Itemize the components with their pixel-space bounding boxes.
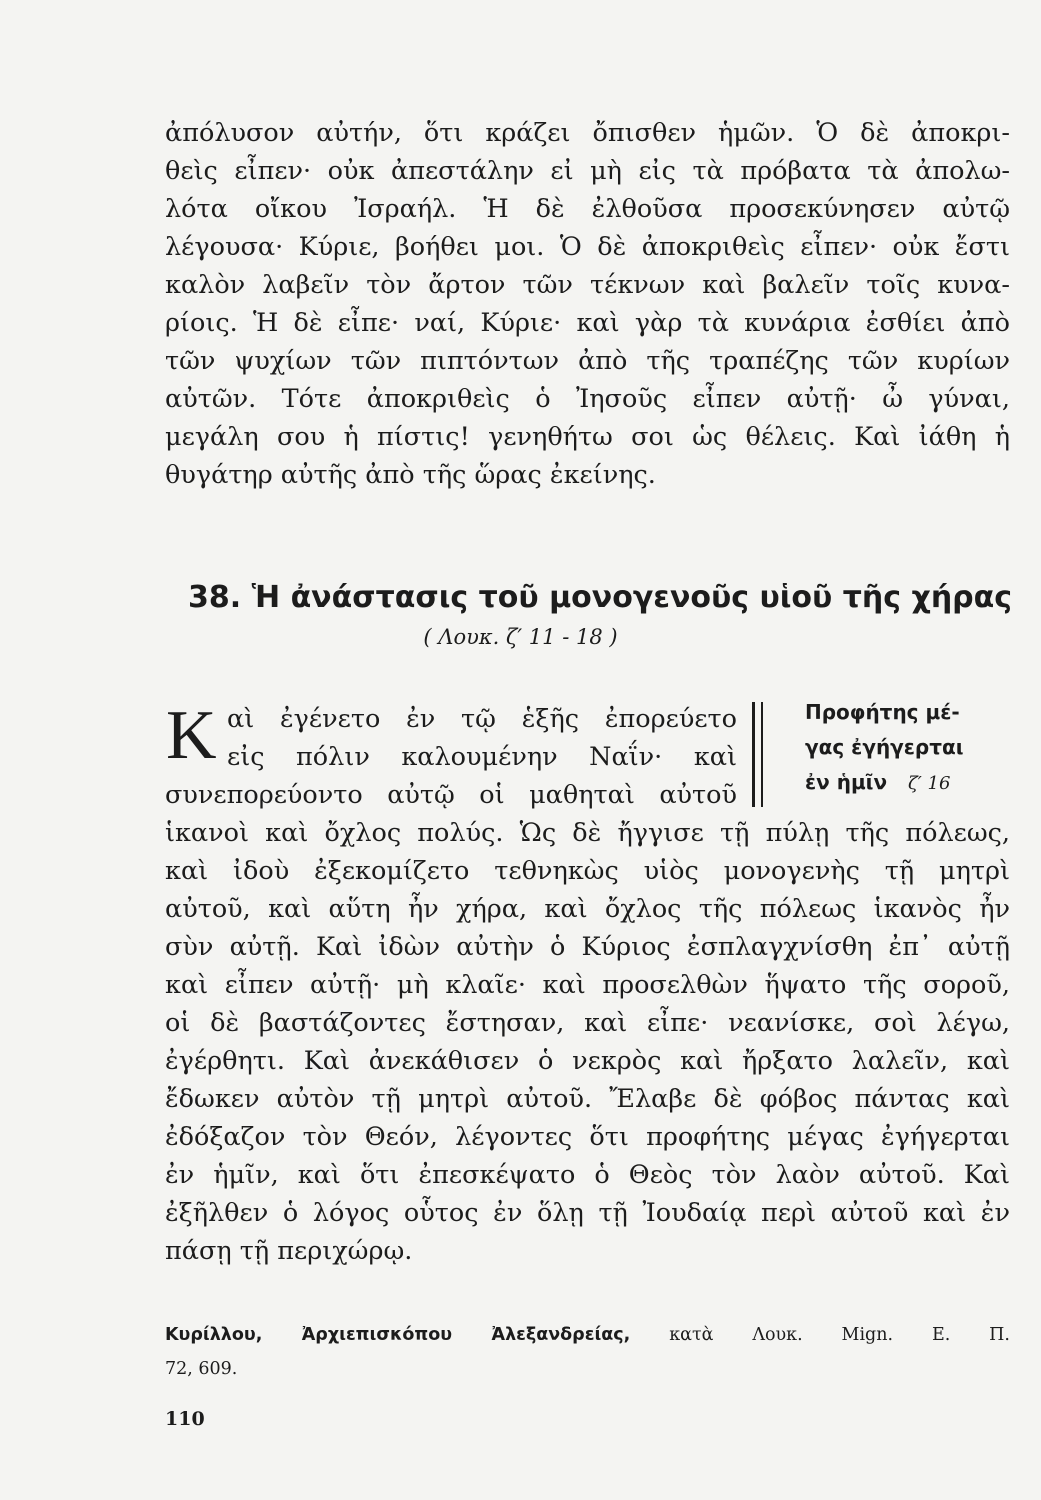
text-line: καὶ εἶπεν αὐτῇ· μὴ κλαῖε· καὶ προσελθὼν ἥψατο τῆς σοροῦ, — [165, 970, 1010, 1000]
text-line: ἐν ἡμῖν, καὶ ὅτι ἐπεσκέψατο ὁ Θεὸς τὸν λαὸν αὐτοῦ. Καὶ — [165, 1160, 1010, 1190]
source-reference: κατὰ Λουκ. Mign. Ε. Π. — [669, 1325, 1010, 1345]
source-citation — [165, 1318, 1010, 1352]
text-line: καὶ ἰδοὺ ἐξεκομίζετο τεθνηκὼς υἱὸς μονογενὴς τῇ μητρὶ — [165, 856, 1010, 886]
sidenote-rule — [752, 702, 755, 807]
source-author: Κυρίλλου, Ἀρχιεπισκόπου Ἀλεξανδρείας, — [165, 1325, 631, 1345]
text-line: ἐδόξαζον τὸν Θεόν, λέγοντες ὅτι προφήτης μέγας ἐγήγερται — [165, 1122, 1010, 1152]
section-heading: 38. Ἡ ἀνάστασις τοῦ μονογενοῦς υἱοῦ τῆς χήρας — [188, 580, 1013, 615]
text-line: ἐξῆλθεν ὁ λόγος οὗτος ἐν ὅλῃ τῇ Ἰουδαίᾳ περὶ αὐτοῦ καὶ ἐν — [165, 1198, 1010, 1228]
text-line: αὶ ἐγένετο ἐν τῷ ἑξῆς ἐπορεύετο — [227, 704, 737, 734]
text-line: ἐγέρθητι. Καὶ ἀνεκάθισεν ὁ νεκρὸς καὶ ἤρξατο λαλεῖν, καὶ — [165, 1046, 1010, 1076]
text-line: θυγάτηρ αὐτῆς ἀπὸ τῆς ὥρας ἐκείνης. — [165, 460, 656, 490]
text-line: σὺν αὐτῇ. Καὶ ἰδὼν αὐτὴν ὁ Κύριος ἐσπλαγχνίσθη ἐπ᾽ αὐτῇ — [165, 932, 1010, 962]
text-line: συνεπορεύοντο αὐτῷ οἱ μαθηταὶ αὐτοῦ — [165, 780, 737, 810]
text-line: οἱ δὲ βαστάζοντες ἔστησαν, καὶ εἶπε· νεανίσκε, σοὶ λέγω, — [165, 1008, 1010, 1038]
sidenote-line — [805, 765, 1015, 801]
sidenote-line: Προφήτης μέ- — [805, 700, 960, 724]
text-line: τῶν ψυχίων τῶν πιπτόντων ἀπὸ τῆς τραπέζης τῶν κυρίων — [165, 346, 1010, 376]
source-citation-line2: 72, 609. — [165, 1359, 238, 1379]
section-reference: ( Λουκ. ζ′ 11 - 18 ) — [423, 625, 618, 649]
text-line: λότα οἴκου Ἰσραήλ. Ἡ δὲ ἐλθοῦσα προσεκύνησεν αὐτῷ — [165, 194, 1010, 224]
text-line: αὐτῶν. Τότε ἀποκριθεὶς ὁ Ἰησοῦς εἶπεν αὐτῇ· ὦ γύναι, — [165, 384, 1010, 414]
sidenote-ref: ζ′ 16 — [907, 773, 951, 794]
text-line: μεγάλη σου ἡ πίστις! γενηθήτω σοι ὡς θέλεις. Καὶ ἰάθη ἡ — [165, 422, 1010, 452]
page-number: 110 — [165, 1408, 205, 1430]
text-line: ρίοις. Ἡ δὲ εἶπε· ναί, Κύριε· καὶ γὰρ τὰ κυνάρια ἐσθίει ἀπὸ — [165, 308, 1010, 338]
sidenote-line: γας ἐγήγερται — [805, 735, 964, 759]
text-line: πάσῃ τῇ περιχώρῳ. — [165, 1236, 413, 1266]
text-line: ἀπόλυσον αὐτήν, ὅτι κράζει ὄπισθεν ἡμῶν. Ὁ δὲ ἀποκρι- — [165, 118, 1010, 148]
text-line: λέγουσα· Κύριε, βοήθει μοι. Ὁ δὲ ἀποκριθεὶς εἶπεν· οὐκ ἔστι — [165, 232, 1010, 262]
text-line: θεὶς εἶπεν· οὐκ ἀπεστάλην εἰ μὴ εἰς τὰ πρόβατα τὰ ἀπολω- — [165, 156, 1010, 186]
text-line: ἱκανοὶ καὶ ὄχλος πολύς. Ὡς δὲ ἤγγισε τῇ πύλῃ τῆς πόλεως, — [165, 818, 1010, 848]
text-line: καλὸν λαβεῖν τὸν ἄρτον τῶν τέκνων καὶ βαλεῖν τοῖς κυνα- — [165, 270, 1010, 300]
sidenote-rule — [761, 702, 763, 807]
drop-cap: Κ — [166, 697, 217, 774]
text-line: αὐτοῦ, καὶ αὕτη ἦν χήρα, καὶ ὄχλος τῆς πόλεως ἱκανὸς ἦν — [165, 894, 1010, 924]
text-line: εἰς πόλιν καλουμένην Ναΐν· καὶ — [227, 742, 737, 772]
sidenote-text: ἐν ἡμῖν — [805, 770, 888, 794]
text-line: ἔδωκεν αὐτὸν τῇ μητρὶ αὐτοῦ. Ἔλαβε δὲ φόβος πάντας καὶ — [165, 1084, 1010, 1114]
